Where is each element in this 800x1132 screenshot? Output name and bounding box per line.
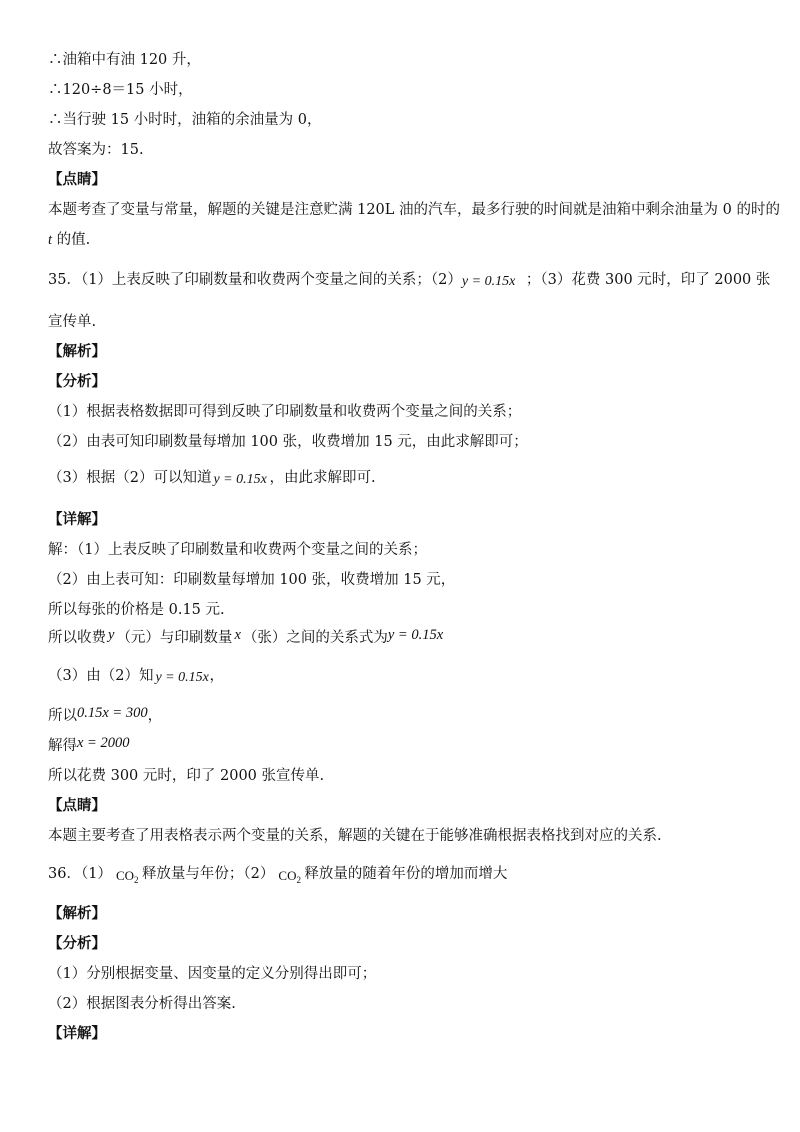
text-line: 解：（1）上表反映了印刷数量和收费两个变量之间的关系；	[48, 542, 427, 558]
text-fragment: 解得	[48, 738, 77, 754]
formula: y = 0.15x	[387, 627, 444, 643]
co2-text: CO	[115, 868, 134, 883]
text-fragment: 释放量的随着年份的增加而增大	[304, 866, 508, 882]
section-heading-dianjing: 【点睛】	[48, 171, 106, 188]
text-fragment: 释放量与年份；（2）	[141, 866, 275, 882]
section-heading-fenxi: 【分析】	[48, 373, 106, 390]
section-heading-xiangjie: 【详解】	[48, 511, 106, 528]
text-line: 所以花费 300 元时，印了 2000 张宣传单.	[48, 768, 325, 784]
text-line: （2）由表可知印刷数量每增加 100 张，收费增加 15 元，由此求解即可；	[48, 434, 528, 450]
text-fragment: （3）根据（2）可以知道	[48, 470, 212, 486]
text-line	[48, 666, 224, 686]
text-line	[48, 706, 162, 726]
text-line: （2）根据图表分析得出答案.	[48, 996, 236, 1012]
text-line	[48, 736, 129, 756]
text-line	[48, 628, 443, 648]
text-line	[48, 468, 376, 488]
text-line: （1）分别根据变量、因变量的定义分别得出即可；	[48, 966, 377, 982]
formula: 0.15x = 300	[77, 705, 148, 721]
question-36-line	[48, 864, 507, 884]
text-line: 所以每张的价格是 0.15 元.	[48, 602, 225, 618]
text-line: 故答案为：15.	[48, 142, 144, 158]
text-fragment: （3）由（2）知	[48, 668, 154, 684]
co2-text: CO	[278, 868, 297, 883]
text-line: 本题主要考查了用表格表示两个变量的关系，解题的关键在于能够准确根据表格找到对应的关系.	[48, 828, 662, 844]
text-fragment: 36．（1）	[48, 866, 112, 882]
text-line: ∴120÷8＝15 小时，	[48, 82, 193, 98]
question-35-line	[48, 270, 770, 290]
section-heading-dianjing: 【点睛】	[48, 797, 106, 814]
formula: y = 0.15x	[155, 670, 209, 685]
text-line: （1）根据表格数据即可得到反映了印刷数量和收费两个变量之间的关系；	[48, 404, 522, 420]
text-fragment: ，由此求解即可.	[269, 470, 376, 486]
text-fragment: ；（3）花费 300 元时，印了 2000 张	[525, 272, 771, 288]
section-heading-fenxi: 【分析】	[48, 935, 106, 952]
co2-subscript: 2	[296, 875, 301, 885]
text-line: 本题考查了变量与常量，解题的关键是注意贮满 120L 油的汽车，最多行驶的时间就是油箱中剩余油量为 0 的时的	[48, 202, 780, 218]
text-fragment: 所以	[48, 708, 77, 724]
text-line: （2）由上表可知：印刷数量每增加 100 张，收费增加 15 元，	[48, 572, 456, 588]
text-line: ∴当行驶 15 小时时，油箱的余油量为 0，	[48, 112, 322, 128]
text-line: 宣传单.	[48, 314, 97, 330]
section-heading-xiangjie: 【详解】	[48, 1025, 106, 1042]
text-fragment: ，	[147, 708, 163, 724]
math-variable: t	[48, 232, 53, 248]
text-fragment: 35．（1）上表反映了印刷数量和收费两个变量之间的关系；（2）	[48, 272, 462, 288]
formula: y = 0.15x	[213, 472, 267, 487]
text-fragment: 所以收费	[48, 630, 106, 646]
text-fragment: （张）之间的关系式为	[242, 630, 388, 646]
text-fragment: 的值.	[52, 232, 91, 248]
section-heading-jiexi: 【解析】	[48, 905, 106, 922]
section-heading-jiexi: 【解析】	[48, 343, 106, 360]
math-variable: y	[108, 627, 115, 643]
text-fragment: ，	[209, 668, 224, 684]
formula: y = 0.15x	[461, 274, 516, 289]
text-line: ∴油箱中有油 120 升，	[48, 52, 201, 68]
co2-subscript: 2	[134, 875, 139, 885]
math-variable: x	[234, 627, 241, 643]
formula: x = 2000	[77, 735, 130, 751]
text-line	[48, 230, 90, 250]
text-fragment: （元）与印刷数量	[116, 630, 233, 646]
